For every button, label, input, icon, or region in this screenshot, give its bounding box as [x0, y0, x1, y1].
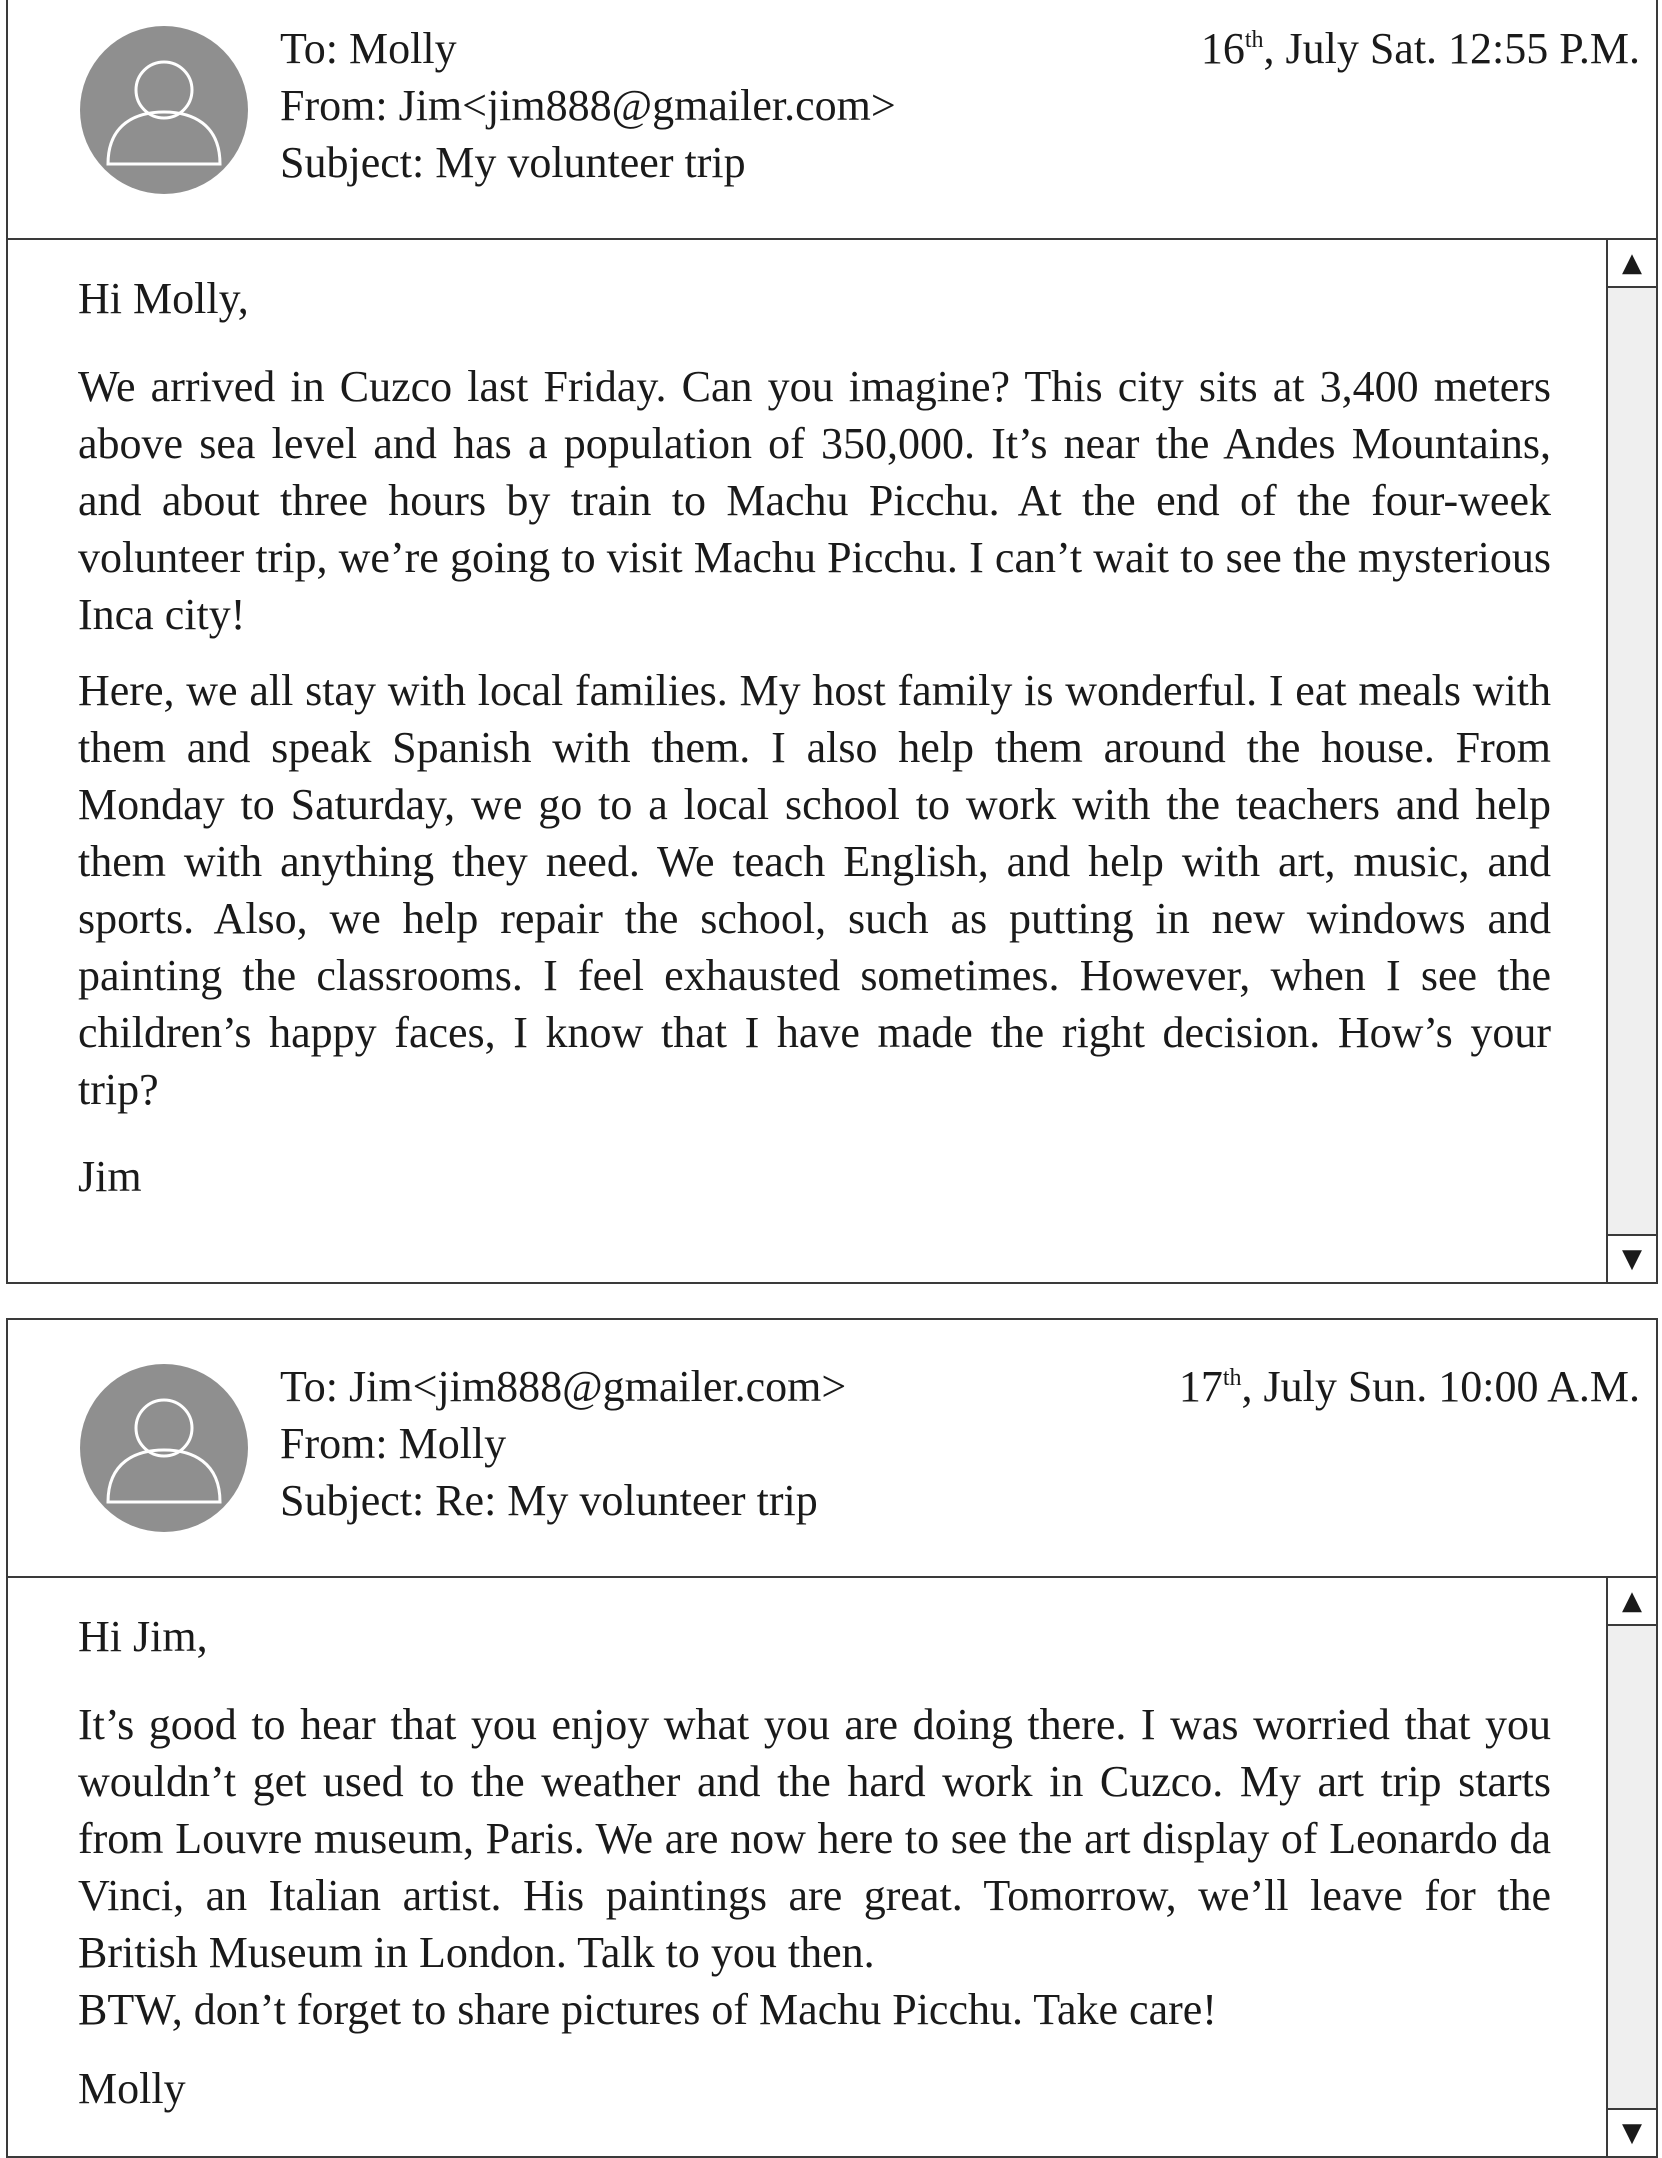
from-field: From: Molly — [280, 1419, 507, 1468]
signature: Molly — [78, 2064, 186, 2113]
scroll-down-arrow-icon[interactable]: ▼ — [1608, 1234, 1656, 1282]
email-body — [6, 240, 1658, 1284]
scrollbar[interactable] — [1606, 1578, 1656, 2156]
email-message-2 — [6, 1318, 1658, 2158]
scroll-up-arrow-icon[interactable]: ▲ — [1608, 1578, 1656, 1626]
email-message-1 — [6, 0, 1658, 1284]
date-rest: , July Sat. 12:55 P.M. — [1263, 24, 1640, 73]
date-suffix: th — [1222, 1365, 1242, 1391]
greeting: Hi Molly, — [78, 274, 249, 323]
date-rest: , July Sun. 10:00 A.M. — [1241, 1362, 1640, 1411]
body-paragraph: We arrived in Cuzco last Friday. Can you imagine? This city sits at 3,400 meters above sea level and has a population of 350,000. It’s near the Andes Mountains, and about three hours by train to Machu Picchu. At the end of the four-week volunteer trip, we’re going to visit Machu Picchu. I can’t wait to see the mysterious Inca city! — [78, 362, 1551, 639]
date-day: 17 — [1178, 1362, 1223, 1411]
email-meta — [280, 1358, 846, 1529]
email-body — [6, 1578, 1658, 2158]
to-field: To: Molly — [280, 24, 457, 73]
from-field: From: Jim<jim888@gmailer.com> — [280, 81, 896, 130]
scroll-up-arrow-icon[interactable]: ▲ — [1608, 240, 1656, 288]
body-paragraph: BTW, don’t forget to share pictures of Machu Picchu. Take care! — [78, 1985, 1217, 2034]
greeting: Hi Jim, — [78, 1612, 208, 1661]
email-header — [6, 1318, 1658, 1578]
email-meta — [280, 20, 896, 191]
email-content — [78, 270, 1551, 1224]
email-date — [1201, 20, 1640, 77]
signature: Jim — [78, 1152, 142, 1201]
scroll-down-arrow-icon[interactable]: ▼ — [1608, 2108, 1656, 2156]
email-content — [78, 1608, 1551, 2136]
email-header — [6, 0, 1658, 240]
date-suffix: th — [1244, 27, 1264, 53]
date-day: 16 — [1200, 24, 1245, 73]
user-avatar-icon — [80, 26, 248, 194]
user-avatar-icon — [80, 1364, 248, 1532]
subject-field: Subject: My volunteer trip — [280, 138, 746, 187]
body-paragraph: Here, we all stay with local families. My host family is wonderful. I eat meals with them and speak Spanish with them. I also help them around the house. From Monday to Saturday, we go to a local school to work with the teachers and help them with anything they need. We teach English, and help with art, music, and sports. Also, we help repair the school, such as putting in new windows and painting the classrooms. I feel exhausted sometimes. However, when I see the children’s happy faces, I know that I have made the right decision. How’s your trip? — [78, 666, 1551, 1114]
body-paragraph: It’s good to hear that you enjoy what you are doing there. I was worried that you wouldn’t get used to the weather and the hard work in Cuzco. My art trip starts from Louvre museum, Paris. We are now here to see the art display of Leonardo da Vinci, an Italian artist. His paintings are great. Tomorrow, we’ll leave for the British Museum in London. Talk to you then. — [78, 1700, 1551, 1977]
scrollbar[interactable] — [1606, 240, 1656, 1282]
to-field: To: Jim<jim888@gmailer.com> — [280, 1362, 847, 1411]
subject-field: Subject: Re: My volunteer trip — [280, 1476, 818, 1525]
email-date — [1179, 1358, 1640, 1415]
